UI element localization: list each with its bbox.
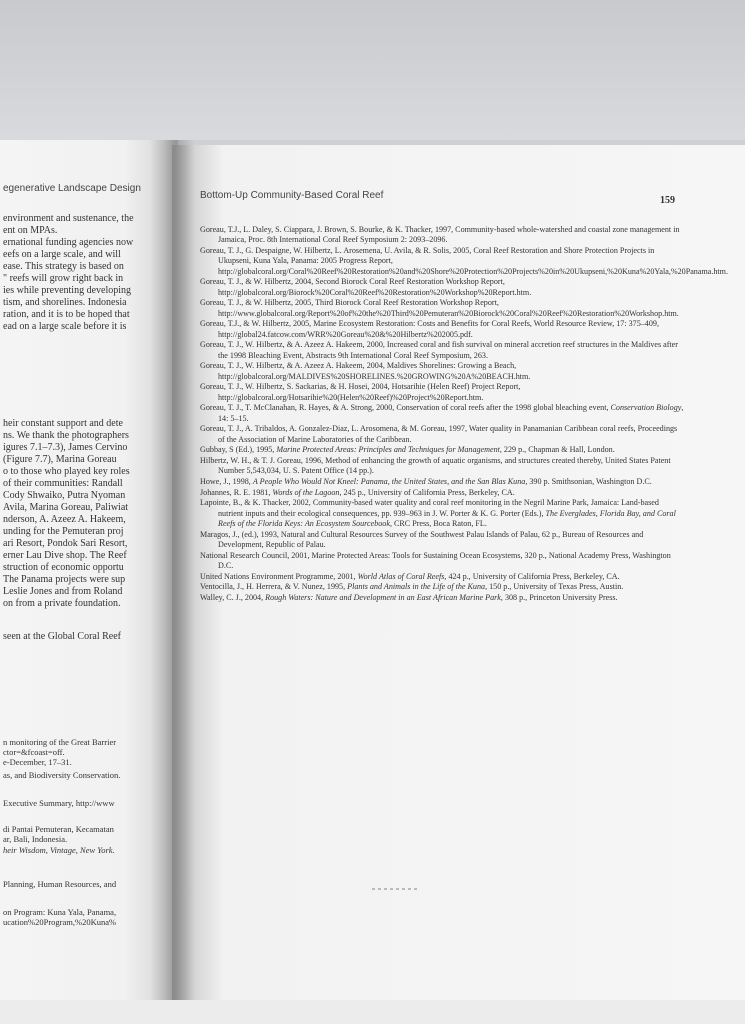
reference-entry [200, 582, 685, 592]
reference-text: Goreau, T. J., G. Despaigne, W. Hilbertz, L. Arosemena, U. Avila, & R. Solis, 2005, Coral Reef Restoration and Shore Protection Projects in Ukupseni, Kuna Yala, Panama: 2005 Progress Report, http://globalcoral.org/Coral%20Reef%20Restoration%20and%20Shore%20Protection%20Projects%20in%20Ukupseni,%20Kuna%20Yala,%20Panama.htm. [200, 246, 728, 276]
reference-title-italic: Plants and Animals in the Life of the Kuna [347, 582, 486, 592]
reference-text: Lapointe, B., & K. Thacker, 2002, Community-based water quality and coral reef monitoring in the Negril Marine Park, Jamaica: Land-based nutrient inputs and their ecological consequences, pp. 939–963 in J. W. Porter & K. G. Porter (Eds.), [200, 498, 659, 518]
left-text-line: eefs on a large scale, and will [3, 249, 121, 260]
reference-text: Gubbay, S (Ed.), 1995, [200, 445, 277, 455]
reference-title-italic: The Everglades, Florida Bay, and Coral Reefs of the Florida Keys: An Ecosystem Sourcebook [218, 508, 676, 528]
left-running-header: egenerative Landscape Design [3, 183, 141, 194]
left-text-line: ari Resort, Pondok Sari Resort, [3, 538, 128, 549]
reference-title-italic: Rough Waters: Nature and Development in an East African Marine Park [265, 592, 501, 602]
left-text-line: as, and Biodiversity Conservation. [3, 770, 121, 780]
reference-text: Maragos, J., (ed.), 1993, Natural and Cultural Resources Survey of the Southwest Palau Islands of Palau, 62 p., Bureau of Resources and Development, Republic of Palau. [200, 529, 644, 549]
left-text-line: ies while preventing developing [3, 285, 132, 296]
left-text-line: Planning, Human Resources, and [3, 879, 117, 889]
reference-title-italic: World Atlas of Coral Reefs [357, 571, 445, 581]
reference-entry [200, 382, 685, 403]
reference-entry [200, 424, 685, 445]
right-page [172, 145, 745, 1010]
left-text-line: ucation%20Program,%20Kuna% [3, 917, 117, 927]
left-text-line: ctor=&fcoast=off. [3, 747, 65, 757]
reference-text: Goreau, T. J., T. McClanahan, R. Hayes, & A. Strong, 2000, Conservation of coral reefs after the 1998 global bleaching event, [200, 403, 611, 413]
reference-text: Goreau, T. J., W. Hilbertz, & A. Azeez A. Hakeem, 2004, Maldives Shorelines: Growing a Beach, http://globalcoral.org/MALDIVES%20SHORELINES.%20GROWING%20A%20BEACH.htm. [200, 361, 531, 381]
reference-title-italic: Conservation Biology [610, 403, 682, 413]
left-text-line: Executive Summary, http://www [3, 798, 115, 808]
reference-text-tail: , 245 p., University of California Press, Berkeley, CA. [339, 487, 515, 497]
left-text-line: Avila, Marina Goreau, Paliwiat [3, 502, 129, 513]
reference-entry [200, 530, 685, 551]
reference-text-tail: , 424 p., University of California Press, Berkeley, CA. [444, 571, 620, 581]
reference-text: Goreau, T.J., & W. Hilbertz, 2005, Marine Ecosystem Restoration: Costs and Benefits for Coral Reefs, World Resource Review, 17: 375–409, http://global24.fatcow.com/WRR%20Goreau%20&%20Hilbertz%202005.pdf. [200, 319, 659, 339]
reference-entry [200, 340, 685, 361]
reference-entry [200, 572, 685, 582]
reference-text-tail: , 14: 5–15. [218, 403, 684, 423]
reference-entry [200, 277, 685, 298]
left-text-line: tism, and shorelines. Indonesia [3, 297, 127, 308]
scanner-background [0, 0, 745, 140]
left-text-line: ease. This strategy is based on [3, 261, 124, 272]
reference-text: Goreau, T. J., W. Hilbertz, S. Sackarias, & H. Hosei, 2004, Hotsarihie (Helen Reef) Project Report, http://globalcoral.org/Hotsarihie%20(Helen%20Reef)%20Project%20Report.htm. [200, 382, 521, 402]
reference-entry [200, 319, 685, 340]
reference-text: Goreau, T. J., & W. Hilbertz, 2004, Second Biorock Coral Reef Restoration Workshop Report, http://globalcoral.org/Biorock%20Coral%20Reef%20Restoration%20Workshop%20Report.htm. [200, 277, 532, 297]
reference-text: Hilbertz, W. H., & T. J. Goreau, 1996, Method of enhancing the growth of aquatic organisms, and structures created thereby, United States Patent Number 5,543,034, U. S. Patent Office (14 pp.). [200, 456, 671, 476]
reference-text-tail: , 390 p. Smithsonian, Washington D.C. [525, 477, 652, 486]
left-text-line: ration, and it is to be hoped that [3, 309, 130, 320]
reference-title-italic: A People Who Would Not Kneel: Panama, the United States, and the San Blas Kuna [252, 477, 526, 486]
left-text-line: heir constant support and dete [3, 418, 123, 429]
reference-text: Goreau, T. J., A. Tribaldos, A. Gonzalez-Diaz, L. Arosomena, & M. Goreau, 1997, Water quality in Panamanian Caribbean coral reefs, Proceedings of the Association of Marine Laboratories of the Caribbean. [200, 424, 678, 444]
left-text-line: environment and sustenance, the [3, 213, 134, 224]
reference-entry [200, 477, 685, 487]
reference-text: Walley, C. J., 2004, [200, 592, 266, 602]
reference-text: National Research Council, 2001, Marine Protected Areas: Tools for Sustaining Ocean Ecosystems, 320 p., National Academy Press, Washington D.C. [200, 550, 671, 570]
reference-entry [200, 488, 685, 498]
reference-text: Howe, J., 1998, [200, 477, 253, 486]
left-text-line: ead on a large scale before it is [3, 321, 127, 332]
left-text-line: (Figure 7.7), Marina Goreau [3, 454, 117, 465]
reference-text-tail: , 308 p., Princeton University Press. [500, 592, 618, 602]
reference-entry [200, 246, 728, 277]
left-text-line: e-December, 17–31. [3, 757, 72, 767]
left-text-line: of their communities: Randall [3, 478, 123, 489]
left-text-line: seen at the Global Coral Reef [3, 631, 122, 642]
reference-entry [200, 551, 685, 572]
left-text-line: struction of economic opportu [3, 562, 124, 573]
page-number: 159 [660, 195, 675, 206]
reference-entry [200, 498, 685, 529]
reference-list [200, 225, 728, 603]
left-text-line: igures 7.1–7.3), James Cervino [3, 442, 128, 453]
reference-text-tail: , 150 p., University of Texas Press, Austin. [485, 582, 624, 592]
left-text-line: ent on MPAs. [3, 225, 58, 236]
reference-title-italic: Marine Protected Areas: Principles and Techniques for Management [276, 445, 500, 455]
reference-entry [200, 456, 685, 477]
reference-text: Goreau, T. J., W. Hilbertz, & A. Azeez A. Hakeem, 2000, Increased coral and fish survival on mineral accretion reef structures in the Maldives after the 1998 Bleaching Event, Abstracts 9th International Coral Reef Symposium, 263. [200, 340, 678, 360]
left-text-line: on Program: Kuna Yala, Panama, [3, 907, 117, 917]
left-text-line: heir Wisdom, Vintage, New York. [3, 845, 115, 855]
scan-speck [372, 888, 420, 890]
reference-text: Goreau, T.J., L. Daley, S. Ciappara, J. Brown, S. Bourke, & K. Thacker, 1997, Community-based whole-watershed and coastal zone management in Jamaica, Proc. 8th International Coral Reef Symposium 2: 2093–2096. [200, 225, 680, 245]
reference-text-tail: , CRC Press, Boca Raton, FL. [389, 519, 487, 528]
reference-text: Goreau, T. J., & W. Hilbertz, 2005, Third Biorock Coral Reef Restoration Workshop Report, http://www.globalcoral.org/Report%20of%20the%20Third%20Pemuteran%20Biorock%20Coral%20Reef%20Restoration%20Workshop.htm. [200, 298, 679, 318]
reference-entry [200, 593, 685, 603]
reference-text: Ventocilla, J., H. Herrera, & V. Nunez, 1995, [200, 582, 348, 592]
left-text-line: Leslie Jones and from Roland [3, 586, 123, 597]
left-text-line: erner Lau Dive shop. The Reef [3, 550, 127, 561]
book-gutter-shadow [150, 140, 195, 1010]
reference-title-italic: Words of the Lagoon [272, 487, 340, 497]
scanner-bed-bottom [0, 1000, 745, 1024]
right-running-header: Bottom-Up Community-Based Coral Reef [200, 190, 384, 201]
left-text-line: n monitoring of the Great Barrier [3, 737, 117, 747]
left-text-line: Cody Shwaiko, Putra Nyoman [3, 490, 126, 501]
reference-entry [200, 225, 685, 246]
left-text-line: " reefs will grow right back in [3, 273, 124, 284]
left-text-line: on from a private foundation. [3, 598, 121, 609]
left-text-line: The Panama projects were sup [3, 574, 126, 585]
reference-text-tail: , 229 p., Chapman & Hall, London. [499, 445, 615, 455]
left-text-line: ar, Bali, Indonesia. [3, 834, 68, 844]
reference-entry [200, 298, 685, 319]
reference-entry [200, 361, 685, 382]
left-text-line: o to those who played key roles [3, 466, 130, 477]
left-text-line: di Pantai Pemuteran, Kecamatan [3, 824, 114, 834]
left-text-line: nderson, A. Azeez A. Hakeem, [3, 514, 126, 525]
reference-entry [200, 403, 685, 424]
left-text-line: ernational funding agencies now [3, 237, 134, 248]
reference-entry [200, 445, 685, 455]
reference-text: United Nations Environment Programme, 2001, [200, 571, 358, 581]
left-text-line: unding for the Pemuteran proj [3, 526, 124, 537]
left-text-line: ns. We thank the photographers [3, 430, 129, 441]
reference-text: Johannes, R. E. 1981, [200, 487, 273, 497]
